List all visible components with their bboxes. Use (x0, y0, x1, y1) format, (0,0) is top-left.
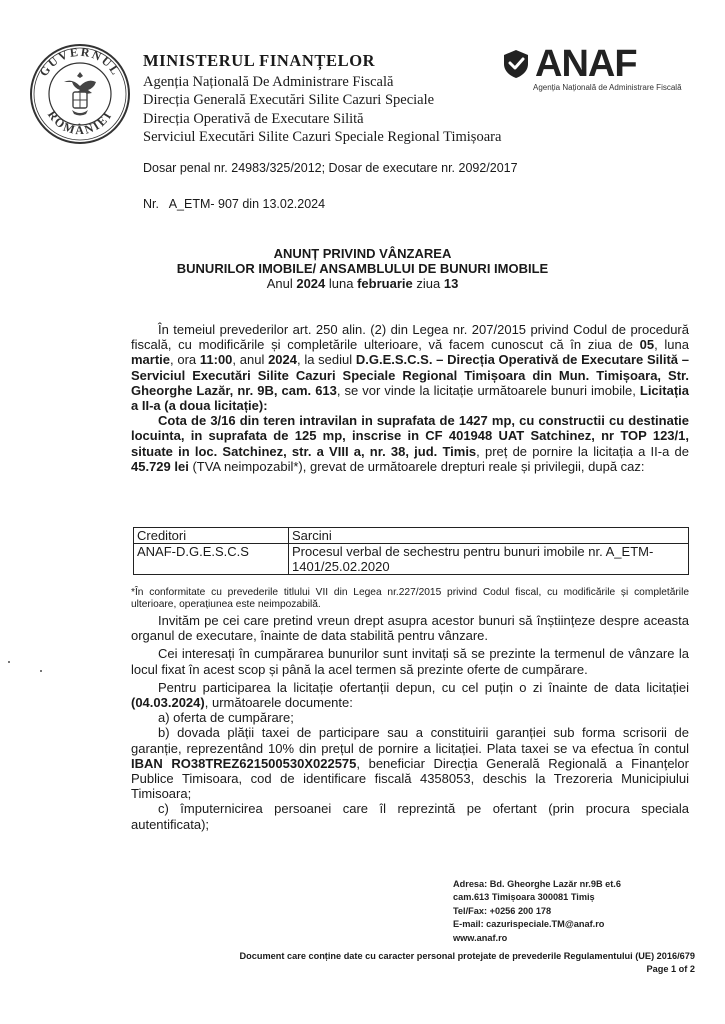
paragraph-documents: Pentru participarea la licitație ofertanții depun, cu cel puțin o zi înainte de data licitației (04.03.2024), următoarele documente: (131, 679, 689, 711)
list-item-c: c) împuternicirea persoanei care îl reprezintă pe ofertant (prin procura speciala autentificata); (131, 801, 689, 832)
shield-icon (503, 49, 529, 79)
gdpr-notice: Document care conține date cu caracter personal protejate de prevederile Regulamentului (UE) 2016/679 (239, 951, 695, 961)
ministry-block (143, 52, 501, 147)
address-website: www.anaf.ro (453, 932, 508, 943)
list-item-b: b) dovada plății taxei de participare sau a constituirii garanției sub forma scrisorii de garanție, reprezentând 10% din prețul de pornire a licitației. Plata taxei se va efectua în contul IBAN RO38TREZ621500530X022575, beneficiar Direcția Generală Regională a Finanțelor Publice Timisoara, cod de identificare fiscală 4358053, deschis la Trezoreria Municipiului Timisoara; (131, 725, 689, 802)
creditors-table (133, 527, 689, 575)
scan-mark (40, 670, 42, 672)
anaf-logo-text: ANAF (535, 43, 637, 85)
table-header-row (134, 528, 689, 544)
footnote: *În conformitate cu prevederile titlului VII din Legea nr.227/2015 privind Codul fiscal, cu modificările și completările ulterioare, operațiunea este neimpozabilă. (131, 587, 689, 610)
dosar-reference: Dosar penal nr. 24983/325/2012; Dosar de executare nr. 2092/2017 (143, 161, 518, 175)
page-number: Page 1 of 2 (646, 964, 695, 974)
creditors-table-wrap (133, 527, 689, 575)
announcement-heading (0, 246, 725, 291)
anaf-subtitle: Agenția Națională de Administrare Fiscală (533, 83, 682, 92)
address-phone: Tel/Fax: +0256 200 178 (453, 905, 552, 916)
paragraph-interested: Cei interesați în cumpărarea bunurilor sunt invitați să se prezinte la termenul de vânzare la locul fixat în acest scop și până la acel termen să prezinte oferte de cumpărare. (131, 646, 689, 677)
list-item-a: a) oferta de cumpărare; (158, 710, 294, 726)
ministry-line: Direcția Operativă de Executare Silită (143, 110, 364, 127)
address-line: cam.613 Timișoara 300081 Timiș (453, 892, 595, 903)
ministry-line: Agenția Națională De Administrare Fiscală (143, 73, 394, 90)
table-row (134, 544, 689, 575)
table-cell-sarcina: Procesul verbal de sechestru pentru bunuri imobile nr. A_ETM-1401/25.02.2020 (289, 544, 689, 575)
ministry-line: Serviciul Executări Silite Cazuri Speciale Regional Timișoara (143, 129, 502, 145)
ministry-title: MINISTERUL FINANȚELOR (143, 51, 376, 70)
address-block (453, 878, 621, 945)
table-header-creditori: Creditori (134, 528, 289, 544)
table-cell-creditor: ANAF-D.G.E.S.C.S (134, 544, 289, 575)
paragraph-intro: În temeiul prevederilor art. 250 alin. (2) din Legea nr. 207/2015 privind Codul de procedură fiscală, cu modificările și completările ulterioare, vă facem cunoscut că în ziua de 05, luna martie, ora 11:00, anul 2024, la sediul D.G.E.S.C.S. – Direcția Operativă de Executare Silită – Serviciul Executări Silite Cazuri Speciale Regional Timișoara din Mun. Timișoara, Str. Gheorghe Lazăr, nr. 9B, cam. 613, se vor vinde la licitație următoarele bunuri imobile, Licitația a II-a (a doua licitație): (131, 322, 689, 414)
ministry-line: Direcția Generală Executări Silite Cazuri Speciale (143, 92, 435, 108)
paragraph-property: Cota de 3/16 din teren intravilan in suprafata de 1427 mp, cu constructii cu destinatie locuinta, in suprafata de 125 mp, inscrise in CF 401948 UAT Satchinez, nr TOP 123/1, situate in loc. Satchinez, str. a VIII a, nr. 38, jud. Timis, preț de pornire la licitația a II-a de 45.729 lei (TVA neimpozabil*), grevat de următoarele drepturi reale și privilegii, după caz: (131, 413, 689, 474)
address-email: E-mail: cazurispeciale.TM@anaf.ro (453, 919, 605, 930)
scan-mark (8, 661, 10, 663)
table-header-sarcini: Sarcini (289, 528, 689, 544)
heading-line-1: ANUNȚ PRIVIND VÂNZAREA (273, 246, 452, 261)
announcement-body (131, 322, 689, 474)
document-number: Nr. A_ETM- 907 din 13.02.2024 (143, 197, 326, 211)
page-footer (0, 950, 695, 976)
heading-line-2: BUNURILOR IMOBILE/ ANSAMBLULUI DE BUNURI IMOBILE (176, 261, 549, 276)
announcement-body-continued (131, 587, 689, 832)
anaf-logo (503, 43, 703, 92)
seal-bottom-text: ROMÂNIEI (44, 107, 115, 138)
heading-date: Anul 2024 luna februarie ziua 13 (266, 276, 459, 291)
government-seal (28, 42, 132, 146)
paragraph-rights: Invităm pe cei care pretind vreun drept asupra acestor bunuri să înștiințeze despre aceasta organul de executare, înainte de data stabilită pentru vânzare. (131, 613, 689, 644)
address-line: Adresa: Bd. Gheorghe Lazăr nr.9B et.6 (453, 879, 621, 889)
seal-top-text: GUVERNUL (36, 44, 124, 79)
